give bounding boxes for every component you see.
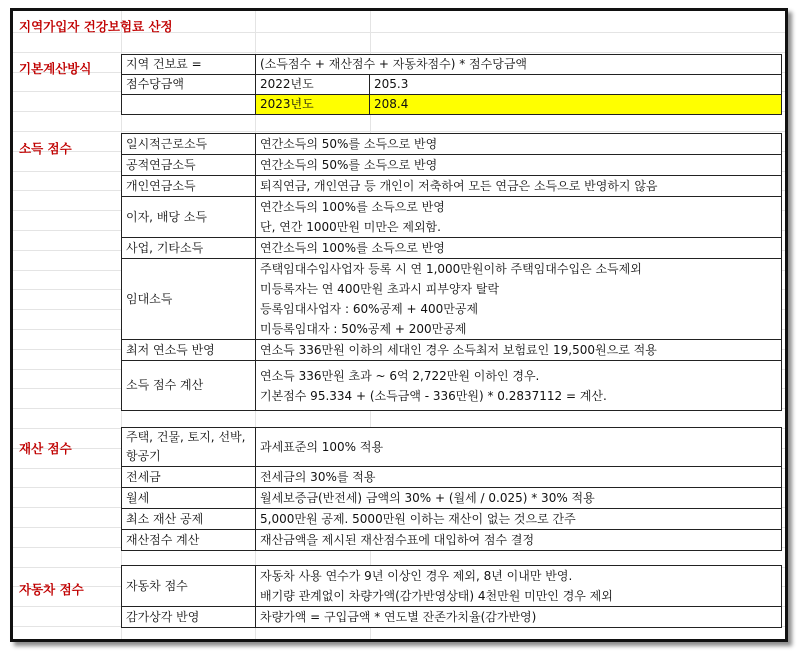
value-2022: 205.3 xyxy=(370,75,782,95)
row-description xyxy=(256,566,782,607)
car-table xyxy=(121,565,782,628)
description-line: 재산금액을 제시된 재산점수표에 대입하여 점수 결정 xyxy=(260,533,535,547)
row-description xyxy=(256,197,782,238)
row-label: 개인연금소득 xyxy=(122,176,256,197)
table-row xyxy=(122,361,782,411)
section-property-label: 재산 점수 xyxy=(19,441,72,456)
description-line: 연간소득의 100%를 소득으로 반영 xyxy=(260,200,445,214)
row-description xyxy=(256,238,782,259)
description-line: 월세보증금(반전세) 금액의 30% + (월세 / 0.025) * 30% 적용 xyxy=(260,491,595,505)
page-title: 지역가입자 건강보험료 산정 xyxy=(19,19,173,34)
description-line: 자동차 사용 연수가 9년 이상인 경우 제외, 8년 이내만 반영. xyxy=(260,569,573,583)
section-car-label: 자동차 점수 xyxy=(19,582,84,597)
row-label: 소득 점수 계산 xyxy=(122,361,256,411)
table-row xyxy=(122,134,782,155)
spreadsheet-frame xyxy=(10,8,788,642)
table-row xyxy=(122,488,782,509)
row-label: 임대소득 xyxy=(122,259,256,340)
description-line: 미등록임대자 : 50%공제 + 200만공제 xyxy=(260,322,467,336)
description-line: 단, 연간 1000만원 미만은 제외함. xyxy=(260,220,441,234)
section-income-label: 소득 점수 xyxy=(19,141,72,156)
description-line: 전세금의 30%를 적용 xyxy=(260,470,376,484)
income-table xyxy=(121,133,782,411)
table-row xyxy=(122,509,782,530)
table-row xyxy=(122,176,782,197)
description-line: 과세표준의 100% 적용 xyxy=(260,440,384,454)
row-label: 감가상각 반영 xyxy=(122,607,256,628)
row-label: 전세금 xyxy=(122,467,256,488)
table-row xyxy=(122,340,782,361)
table-row xyxy=(122,467,782,488)
row-description xyxy=(256,361,782,411)
description-line: 미등록자는 연 400만원 초과시 피부양자 탈락 xyxy=(260,282,500,296)
section-basic-label: 기본계산방식 xyxy=(19,61,92,76)
year-2022: 2022년도 xyxy=(256,75,370,95)
description-line: 등록임대사업자 : 60%공제 + 400만공제 xyxy=(260,302,479,316)
description-line: 5,000만원 공제. 5000만원 이하는 재산이 없는 것으로 간주 xyxy=(260,512,576,526)
row-label: 자동차 점수 xyxy=(122,566,256,607)
basic-table xyxy=(121,54,782,115)
description-line: 연간소득의 50%를 소득으로 반영 xyxy=(260,158,438,172)
description-line: 주택임대수입사업자 등록 시 연 1,000만원이하 주택임대수입은 소득제외 xyxy=(260,262,642,276)
row-description xyxy=(256,176,782,197)
row-label: 사업, 기타소득 xyxy=(122,238,256,259)
table-row xyxy=(122,530,782,551)
row-description xyxy=(256,155,782,176)
description-line: 퇴직연금, 개인연금 등 개인이 저축하여 모든 연금은 소득으로 반영하지 않음 xyxy=(260,179,658,193)
table-row xyxy=(122,197,782,238)
table-row xyxy=(122,238,782,259)
table-row xyxy=(122,155,782,176)
formula-label: 지역 건보료 = xyxy=(122,55,256,75)
row-label: 재산점수 계산 xyxy=(122,530,256,551)
description-line: 연소득 336만원 초과 ~ 6억 2,722만원 이하인 경우. xyxy=(260,368,540,383)
row-description xyxy=(256,340,782,361)
table-row xyxy=(122,259,782,340)
value-2023: 208.4 xyxy=(370,95,782,115)
row-description xyxy=(256,428,782,467)
row-description xyxy=(256,530,782,551)
row-description xyxy=(256,259,782,340)
row-description xyxy=(256,607,782,628)
year-2023: 2023년도 xyxy=(256,95,370,115)
description-line: 연간소득의 100%를 소득으로 반영 xyxy=(260,241,445,255)
row-description xyxy=(256,134,782,155)
point-label: 점수당금액 xyxy=(122,75,256,95)
row-description xyxy=(256,509,782,530)
empty-cell xyxy=(122,95,256,115)
row-label: 이자, 배당 소득 xyxy=(122,197,256,238)
row-description xyxy=(256,488,782,509)
description-line: 기본점수 95.334 + (소득금액 - 336만원) * 0.2837112 = 계산. xyxy=(260,388,607,403)
table-row xyxy=(122,566,782,607)
description-line: 차량가액 = 구입금액 * 연도별 잔존가치율(감가반영) xyxy=(260,610,537,624)
description-line: 배기량 관계없이 차량가액(감가반영상태) 4천만원 미만인 경우 제외 xyxy=(260,589,613,603)
table-row xyxy=(122,607,782,628)
description-line: 연간소득의 50%를 소득으로 반영 xyxy=(260,137,438,151)
property-table xyxy=(121,427,782,551)
row-label: 최소 재산 공제 xyxy=(122,509,256,530)
row-description xyxy=(256,467,782,488)
row-label: 주택, 건물, 토지, 선박, 항공기 xyxy=(122,428,256,467)
row-label: 공적연금소득 xyxy=(122,155,256,176)
formula-text: (소득점수 + 재산점수 + 자동차점수) * 점수당금액 xyxy=(256,55,782,75)
row-label: 일시적근로소득 xyxy=(122,134,256,155)
row-label: 월세 xyxy=(122,488,256,509)
table-row xyxy=(122,428,782,467)
row-label: 최저 연소득 반영 xyxy=(122,340,256,361)
description-line: 연소득 336만원 이하의 세대인 경우 소득최저 보험료인 19,500원으로 적용 xyxy=(260,343,657,357)
